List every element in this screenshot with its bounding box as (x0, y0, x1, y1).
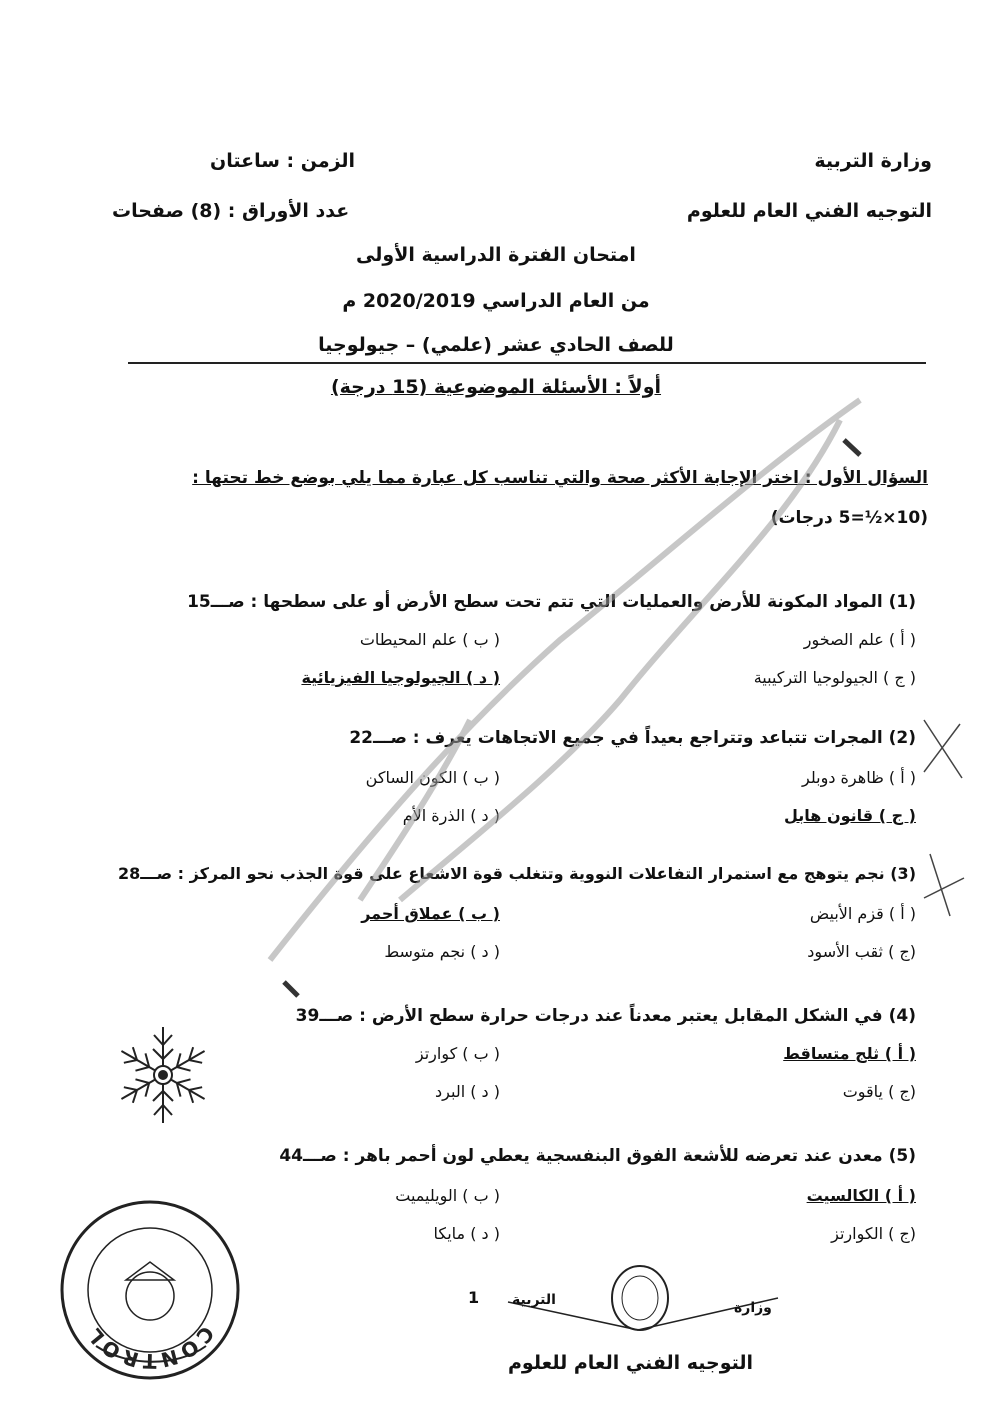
item-3-option-a[interactable]: ( أ ) قزم الأبيض (809, 904, 916, 923)
item-1-option-c[interactable]: ( ج ) الجيولوجيا التركيبية (753, 668, 916, 687)
item-5-option-d[interactable]: ( د ) مايكا (433, 1224, 500, 1243)
exam-time: الزمن : ساعتان (210, 150, 356, 172)
item-4-option-a[interactable]: ( أ ) ثلج متساقط (783, 1044, 916, 1063)
item-2-option-a[interactable]: ( أ ) ظاهرة دوبلر (802, 768, 916, 787)
footer-department: التوجيه الفني العام للعلوم (508, 1352, 754, 1374)
exam-grade: للصف الحادي عشر (علمي) – جيولوجيا (318, 334, 674, 356)
department-name: التوجيه الفني العام للعلوم (686, 200, 932, 222)
item-3-option-c[interactable]: (ج ) ثقب الأسود (807, 942, 916, 961)
item-5-option-b[interactable]: ( ب ) الويليميت (395, 1186, 500, 1205)
item-5-stem: (5) معدن عند تعرضه للأشعة الفوق البنفسجية يعطي لون أحمر باهر : صـــ44 (279, 1146, 916, 1166)
item-3-option-d[interactable]: ( د ) نجم متوسط (384, 942, 500, 961)
item-1-stem: (1) المواد المكونة للأرض والعمليات التي تتم تحت سطح الأرض أو على سطحها : صـــ15 (187, 592, 916, 612)
item-2-option-b[interactable]: ( ب ) الكون الساكن (365, 768, 500, 787)
item-5-option-a[interactable]: ( أ ) الكالسيت (806, 1186, 916, 1205)
section-title: أولاً : الأسئلة الموضوعية (15 درجة) (330, 376, 662, 398)
logo-word-left: التربية (512, 1292, 556, 1308)
item-5-option-c[interactable]: (ج ) الكوارتز (831, 1224, 916, 1243)
item-2-option-d[interactable]: ( د ) الذرة الأم (402, 806, 500, 825)
page-number: 1 (468, 1288, 480, 1307)
item-4-option-d[interactable]: ( د ) البرد (435, 1082, 500, 1101)
question-marks: (10×½=5 درجات) (770, 508, 928, 528)
svg-text:CONTROL (81, 1321, 219, 1373)
item-1-option-d[interactable]: ( د ) الجيولوجيا الفيزيائية (301, 668, 500, 687)
item-4-stem: (4) في الشكل المقابل يعتبر معدناً عند درجات حرارة سطح الأرض : صـــ39 (295, 1006, 916, 1026)
item-2-option-c[interactable]: ( ج ) قانون هابل (783, 806, 916, 825)
logo-word-right: وزارة (734, 1300, 772, 1316)
stamp-emblem-icon (126, 1272, 174, 1320)
item-1-option-b[interactable]: ( ب ) علم المحيطات (359, 630, 500, 649)
item-3-stem: (3) نجم يتوهج مع استمرار التفاعلات النووية وتتغلب قوة الاشعاع على قوة الجذب نحو المركز : صـــ28 (117, 864, 916, 883)
page-count: عدد الأوراق : (8) صفحات (112, 200, 350, 222)
item-2-stem: (2) المجرات تتباعد وتتراجع بعيداً في جميع الاتجاهات يعرف : صـــ22 (349, 728, 916, 748)
exam-year: من العام الدراسي 2020/2019 م (342, 290, 650, 312)
stamp-label: CONTROL (80, 1321, 219, 1374)
pencil-scribble (270, 400, 860, 960)
item-4-option-b[interactable]: ( ب ) كوارتز (415, 1044, 500, 1063)
question-instruction: السؤال الأول : اختر الإجابة الأكثر صحة والتي تناسب كل عبارة مما يلي بوضع خط تحتها : (192, 468, 928, 488)
item-4-option-c[interactable]: (ج ) ياقوت (842, 1082, 916, 1101)
exam-title: امتحان الفترة الدراسية الأولى (356, 244, 636, 266)
item-1-option-a[interactable]: ( أ ) علم الصخور (803, 630, 916, 649)
item-3-option-b[interactable]: ( ب ) عملاق أحمر (361, 904, 500, 923)
ministry-name: وزارة التربية (814, 150, 932, 172)
control-stamp (56, 1196, 244, 1384)
